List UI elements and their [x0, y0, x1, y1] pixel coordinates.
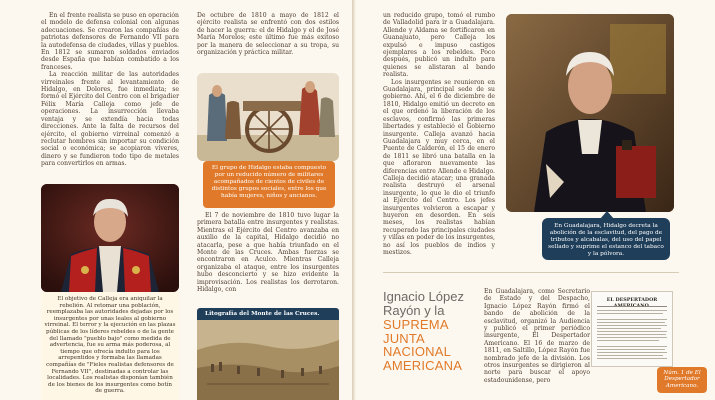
newspaper-line [597, 322, 665, 323]
newspaper-line [597, 346, 667, 347]
newspaper-line [597, 337, 667, 338]
paragraph: un reducido grupo, tomó el rumbo de Valladolid para ir a Guadalajara. Allende y Aldama se fortificaron en Guanajuato, pero Calleja los expulsó e impuso castigos ejemplares a los rebeldes. Poco después, publicó un indulto para quienes se alistaran al bando realista. [383, 12, 495, 79]
left-column-2-top [197, 12, 339, 56]
rayon-column [484, 288, 590, 384]
newspaper-line [597, 313, 663, 314]
monte-de-las-cruces-lithograph [197, 320, 339, 400]
right-column-1 [383, 12, 495, 256]
newspaper-rule [597, 306, 667, 307]
left-column-2-bottom [197, 212, 339, 293]
paragraph: En el frente realista se puso en operación el modelo de defensa colonial con algunas adecuaciones. Se crearon las compañías de patriotas defensores de Fernando VII para la autodefensa de ciudades, villas y pueblos. En 1812 se sumaron soldados enviados desde España que habían combatido a los franceses. [41, 12, 179, 71]
newspaper-line [597, 325, 667, 326]
calleja-caption-text: El objetivo de Calleja era aniquilar la rebelión. Al retomar una población, reemplazaba las autoridades dejadas por los insurgentes por unas leales al gobierno virreinal. El terror y la ejecución en las plazas públicas de los líderes rebeldes o de la gente del llamado "pueblo bajo" como medida de advertencia, fue su arma más poderosa, al tiempo que ofrecía indulto para los arrepentidos y formaba las llamadas compañías de "Fieles realistas defensores de Fernando VII", destinadas a controlar las localidades. Los realistas disponían también de los bienes de los insurgentes como botín de guerra. [44, 296, 176, 395]
newspaper-line [597, 349, 665, 350]
caption-pointer [600, 211, 614, 219]
newspaper-line [597, 319, 667, 320]
title-line: JUNTA [383, 330, 425, 346]
newspaper-line [597, 352, 667, 353]
newspaper-line [597, 334, 666, 335]
section-title [383, 290, 483, 372]
left-page [0, 0, 352, 400]
title-line: SUPREMA [383, 317, 449, 332]
title-line: Ignacio López [383, 289, 464, 304]
section-divider [383, 272, 679, 273]
title-line: AMERICANA [383, 357, 463, 373]
paragraph: En Guadalajara, como Secretario de Estado y del Despacho, Ignacio López Rayón firmó el bando de abolición de la esclavitud, organizó la Audiencia y publicó el primer periódico insurgente, El Despertador Americano. El 16 de marzo de 1811, en Saltillo, López Rayón fue nombrado jefe de la división. Los otros insurgentes se dirigieron al norte para buscar el apoyo estadounidense, pero [484, 288, 590, 384]
paragraph: De octubre de 1810 a mayo de 1812 el ejército realista se enfrentó con dos estilos de hacer la guerra: el de Hidalgo y el de José María Morelos; este último fue más exitoso por la manera de seleccionar a su tropa, su organización y práctica militar. [197, 12, 339, 57]
newspaper-header: EL DESPERTADOR [606, 297, 658, 303]
paragraph: Los insurgentes se reunieron en Guadalajara, principal sede de su gobierno. Ahí, el 6 de diciembre de 1810, Hidalgo emitió un decreto en el que ordenó la liberación de los esclavos, confirmó las primeras libertades y estableció el Gobierno insurgente. Calleja avanzó hacia Guadalajara y muy cerca, en el Puente de Calderón, el 15 de enero de 1811 se libró una batalla en la que afloraron nuevamente las diferencias entre Allende e Hidalgo. Calleja decidió atacar; una granada realista destruyó el arsenal insurgente, lo que le dio el triunfo al Ejército del Centro. Los jefes insurgentes volvieron a escapar y huyeron en desorden. En seis meses, los realistas habían recuperado las principales ciudades y villas en poder de los insurgentes, no así los pueblos de indios y mestizos. [383, 78, 495, 256]
calleja-caption [41, 292, 179, 400]
hidalgo-army-caption-text: El grupo de Hidalgo estaba compuesto por un reducido número de militares acompañados de cientos de civiles de distintos grupos sociales, entre los que había mujeres, niños y ancianos. [211, 165, 327, 199]
newspaper-line [597, 328, 661, 329]
newspaper-line [597, 358, 667, 359]
newspaper-caption-text: Núm. 1 de El Despertador Americano. [663, 370, 701, 389]
newspaper-caption [657, 367, 707, 393]
hidalgo-decree-caption-text: En Guadalajara, Hidalgo decreta la abolición de la esclavitud, del pago de tributos y alcabalas, del uso del papel sellado y suprime el estanco del tabaco y la pólvora. [548, 223, 664, 257]
newspaper-line [597, 331, 667, 332]
title-line: NACIONAL [383, 344, 452, 360]
newspaper-line [597, 310, 667, 311]
calleja-portrait [41, 184, 179, 292]
title-line: Rayón y la [383, 303, 445, 318]
lithograph-label: Litografía del Monte de las Cruces. [197, 308, 339, 320]
paragraph: La reacción militar de las autoridades virreinales frente al levantamiento de Hidalgo, en Dolores, fue inmediata; se formó el Ejército del Centro con el brigadier Félix María Calleja como jefe de operaciones. La insurrección llevaba ventaja y se extendía hacia todas direcciones. Ante la falta de recursos del ejército, el gobierno virreinal comenzó a reclutar hombres sin importar su condición social o económica; se acopiaron víveres, dinero y se fundieron todo tipo de metales para convertirlos en armas. [41, 71, 179, 168]
paragraph: El 7 de noviembre de 1810 tuvo lugar la primera batalla entre insurgentes y realistas. Mientras el Ejército del Centro avanzaba en auxilio de la capital, Hidalgo decidió no atacarla, pese a que había triunfado en el Monte de las Cruces. Ambas fuerzas se encontraron en Aculco. Mientras Calleja organizaba el ataque, entre los insurgentes hubo desconcierto y se hizo evidente la improvisación. Los realistas los derrotaron. Hidalgo, con [197, 212, 339, 294]
newspaper-line [597, 355, 663, 356]
left-column-1 [41, 12, 179, 168]
newspaper-line [597, 340, 659, 341]
hidalgo-decree-caption [542, 218, 670, 260]
despertador-americano-newspaper [591, 291, 673, 367]
hidalgo-army-illustration [197, 73, 339, 161]
hidalgo-portrait [506, 14, 674, 212]
hidalgo-army-caption [203, 161, 335, 208]
